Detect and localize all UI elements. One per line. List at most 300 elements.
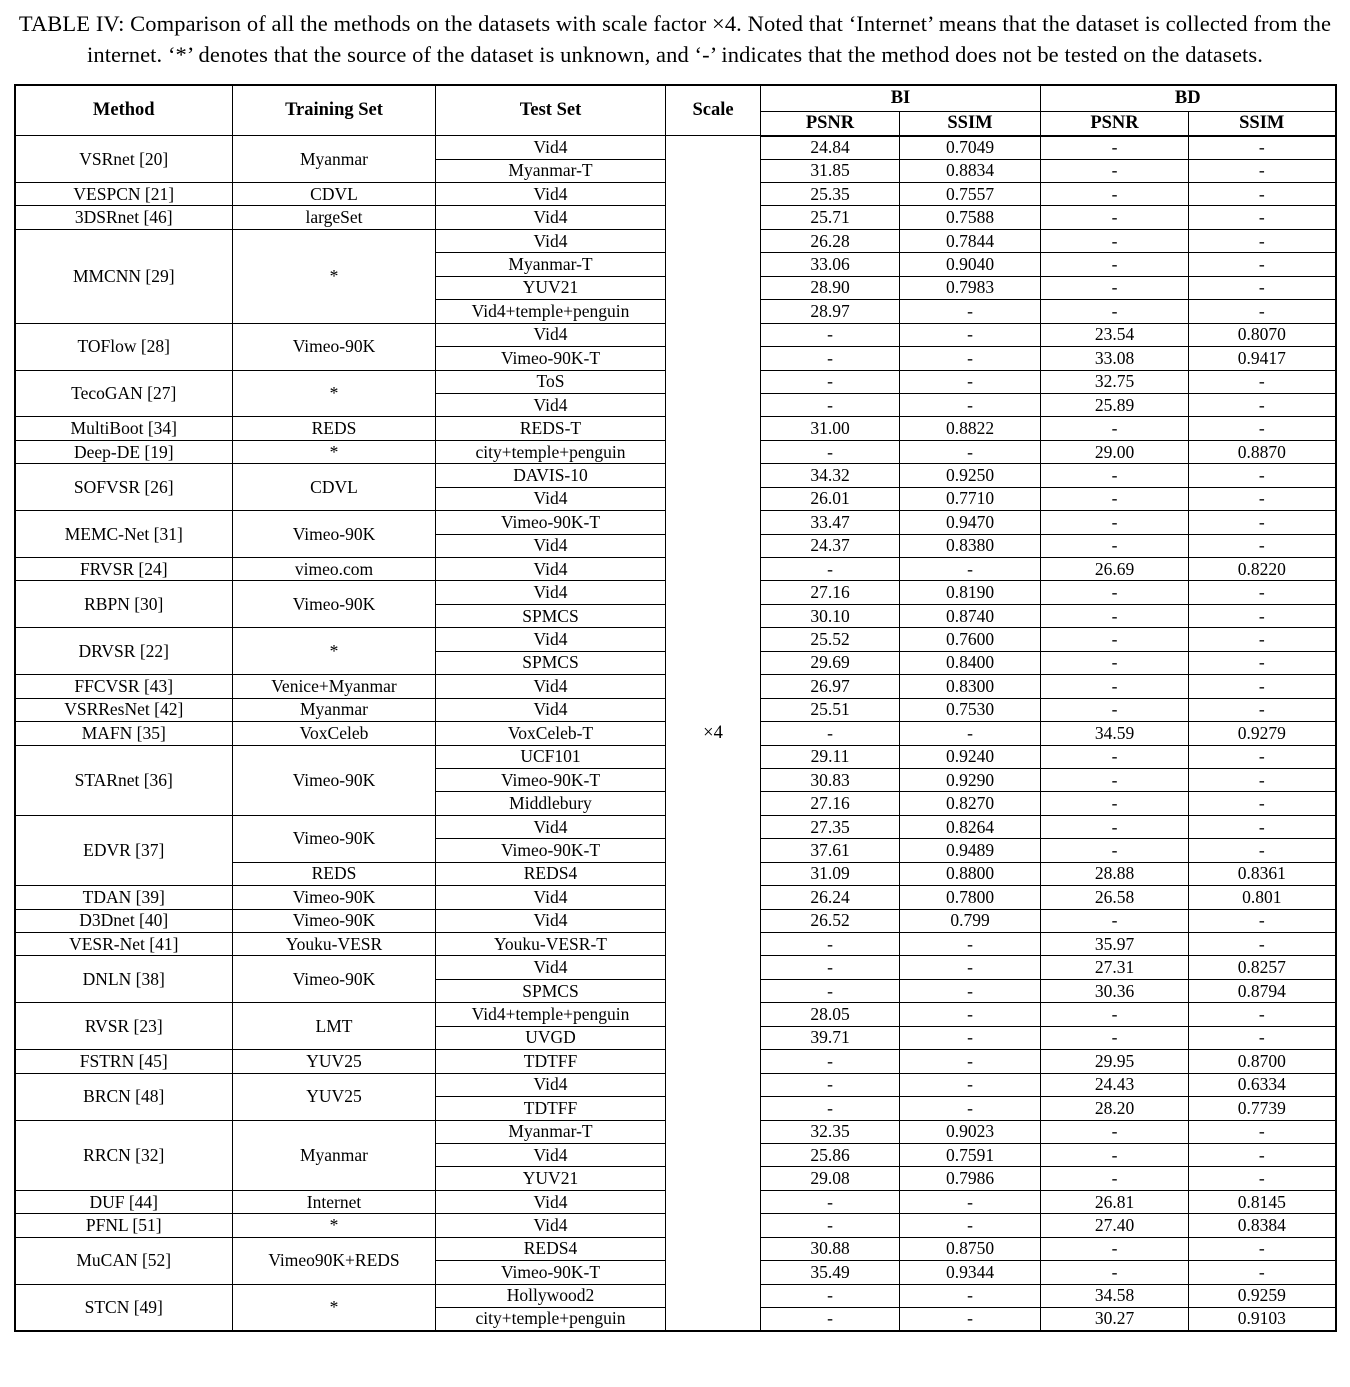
test-cell: Vid4 xyxy=(436,229,666,252)
bd-ssim-cell: - xyxy=(1189,1261,1336,1284)
training-cell: VoxCeleb xyxy=(233,722,436,745)
training-cell: * xyxy=(233,229,436,323)
training-cell: LMT xyxy=(233,1003,436,1050)
method-cell: MuCAN [52] xyxy=(15,1237,233,1284)
bi-ssim-cell: 0.9250 xyxy=(900,464,1041,487)
header-bd: BD xyxy=(1041,85,1336,112)
bd-psnr-cell: - xyxy=(1041,1167,1189,1190)
test-cell: Vid4 xyxy=(436,534,666,557)
bi-psnr-cell: 32.35 xyxy=(761,1120,900,1143)
bi-psnr-cell: 28.05 xyxy=(761,1003,900,1026)
bd-ssim-cell: - xyxy=(1189,393,1336,416)
header-bi-psnr: PSNR xyxy=(761,112,900,136)
bi-psnr-cell: 31.00 xyxy=(761,417,900,440)
bi-psnr-cell: 31.09 xyxy=(761,862,900,885)
bi-psnr-cell: 25.52 xyxy=(761,628,900,651)
test-cell: Vid4 xyxy=(436,698,666,721)
training-cell: Venice+Myanmar xyxy=(233,675,436,698)
test-cell: Vid4 xyxy=(436,206,666,229)
training-cell: Vimeo-90K xyxy=(233,581,436,628)
bd-ssim-cell: - xyxy=(1189,675,1336,698)
bi-psnr-cell: 30.88 xyxy=(761,1237,900,1260)
training-cell: Vimeo-90K xyxy=(233,745,436,815)
test-cell: Vid4+temple+penguin xyxy=(436,300,666,323)
header-method: Method xyxy=(15,85,233,136)
bi-ssim-cell: - xyxy=(900,323,1041,346)
bd-psnr-cell: 34.59 xyxy=(1041,722,1189,745)
bd-ssim-cell: 0.8384 xyxy=(1189,1214,1336,1237)
table-header xyxy=(15,85,1336,136)
method-cell: EDVR [37] xyxy=(15,815,233,885)
bi-ssim-cell: - xyxy=(900,347,1041,370)
bd-psnr-cell: - xyxy=(1041,300,1189,323)
bd-ssim-cell: - xyxy=(1189,511,1336,534)
bi-ssim-cell: 0.9023 xyxy=(900,1120,1041,1143)
bi-psnr-cell: 25.86 xyxy=(761,1143,900,1166)
bd-ssim-cell: - xyxy=(1189,768,1336,791)
test-cell: Vimeo-90K-T xyxy=(436,347,666,370)
bi-psnr-cell: 26.97 xyxy=(761,675,900,698)
training-cell: vimeo.com xyxy=(233,558,436,581)
bd-ssim-cell: - xyxy=(1189,815,1336,838)
bi-psnr-cell: 27.16 xyxy=(761,792,900,815)
bd-psnr-cell: 34.58 xyxy=(1041,1284,1189,1307)
test-cell: Vid4 xyxy=(436,909,666,932)
test-cell: UCF101 xyxy=(436,745,666,768)
method-cell: Deep-DE [19] xyxy=(15,440,233,463)
bd-psnr-cell: - xyxy=(1041,1026,1189,1049)
bd-psnr-cell: - xyxy=(1041,159,1189,182)
bi-ssim-cell: 0.8750 xyxy=(900,1237,1041,1260)
bd-psnr-cell: - xyxy=(1041,604,1189,627)
bd-ssim-cell: 0.9417 xyxy=(1189,347,1336,370)
bi-ssim-cell: 0.9240 xyxy=(900,745,1041,768)
test-cell: REDS-T xyxy=(436,417,666,440)
method-cell: VESR-Net [41] xyxy=(15,933,233,956)
training-cell: largeSet xyxy=(233,206,436,229)
bd-psnr-cell: 26.81 xyxy=(1041,1190,1189,1213)
bd-ssim-cell: - xyxy=(1189,464,1336,487)
bd-ssim-cell: - xyxy=(1189,159,1336,182)
test-cell: DAVIS-10 xyxy=(436,464,666,487)
bd-ssim-cell: - xyxy=(1189,839,1336,862)
bd-ssim-cell: - xyxy=(1189,909,1336,932)
training-cell: Vimeo-90K xyxy=(233,815,436,862)
bd-psnr-cell: - xyxy=(1041,745,1189,768)
test-cell: SPMCS xyxy=(436,651,666,674)
test-cell: Vimeo-90K-T xyxy=(436,1261,666,1284)
bi-psnr-cell: 24.37 xyxy=(761,534,900,557)
bd-psnr-cell: 32.75 xyxy=(1041,370,1189,393)
test-cell: Vid4 xyxy=(436,815,666,838)
test-cell: SPMCS xyxy=(436,604,666,627)
bi-ssim-cell: 0.8400 xyxy=(900,651,1041,674)
bi-ssim-cell: 0.8822 xyxy=(900,417,1041,440)
bi-psnr-cell: 26.28 xyxy=(761,229,900,252)
test-cell: Vid4 xyxy=(436,183,666,206)
bd-ssim-cell: 0.8870 xyxy=(1189,440,1336,463)
bi-psnr-cell: 25.71 xyxy=(761,206,900,229)
bi-psnr-cell: 33.47 xyxy=(761,511,900,534)
header-training-set: Training Set xyxy=(233,85,436,136)
method-cell: MMCNN [29] xyxy=(15,229,233,323)
bd-psnr-cell: - xyxy=(1041,1261,1189,1284)
table-row xyxy=(15,136,1336,159)
method-cell: DUF [44] xyxy=(15,1190,233,1213)
training-cell: Youku-VESR xyxy=(233,933,436,956)
bd-psnr-cell: - xyxy=(1041,183,1189,206)
test-cell: Vimeo-90K-T xyxy=(436,511,666,534)
bd-ssim-cell: 0.8145 xyxy=(1189,1190,1336,1213)
bi-psnr-cell: - xyxy=(761,722,900,745)
training-cell: * xyxy=(233,370,436,417)
bi-psnr-cell: - xyxy=(761,393,900,416)
test-cell: TDTFF xyxy=(436,1097,666,1120)
training-cell: Vimeo-90K xyxy=(233,909,436,932)
test-cell: ToS xyxy=(436,370,666,393)
training-cell: REDS xyxy=(233,417,436,440)
bi-ssim-cell: 0.7530 xyxy=(900,698,1041,721)
bi-psnr-cell: 29.69 xyxy=(761,651,900,674)
training-cell: * xyxy=(233,1284,436,1331)
bi-ssim-cell: - xyxy=(900,558,1041,581)
bi-ssim-cell: - xyxy=(900,1214,1041,1237)
bd-ssim-cell: - xyxy=(1189,1143,1336,1166)
method-cell: DRVSR [22] xyxy=(15,628,233,675)
training-cell: CDVL xyxy=(233,183,436,206)
test-cell: city+temple+penguin xyxy=(436,1308,666,1331)
bd-psnr-cell: 27.31 xyxy=(1041,956,1189,979)
bi-psnr-cell: 28.90 xyxy=(761,276,900,299)
bi-psnr-cell: - xyxy=(761,956,900,979)
test-cell: YUV21 xyxy=(436,276,666,299)
bd-psnr-cell: 28.88 xyxy=(1041,862,1189,885)
method-cell: SOFVSR [26] xyxy=(15,464,233,511)
bi-psnr-cell: 26.52 xyxy=(761,909,900,932)
bi-ssim-cell: - xyxy=(900,1026,1041,1049)
training-cell: Vimeo-90K xyxy=(233,956,436,1003)
bd-ssim-cell: - xyxy=(1189,487,1336,510)
bi-psnr-cell: 37.61 xyxy=(761,839,900,862)
bi-psnr-cell: 30.83 xyxy=(761,768,900,791)
bi-psnr-cell: 27.35 xyxy=(761,815,900,838)
method-cell: BRCN [48] xyxy=(15,1073,233,1120)
training-cell: YUV25 xyxy=(233,1050,436,1073)
bi-psnr-cell: 26.01 xyxy=(761,487,900,510)
bd-ssim-cell: - xyxy=(1189,534,1336,557)
training-cell: Internet xyxy=(233,1190,436,1213)
bi-psnr-cell: - xyxy=(761,558,900,581)
bi-psnr-cell: 24.84 xyxy=(761,136,900,159)
bi-ssim-cell: 0.9470 xyxy=(900,511,1041,534)
bd-psnr-cell: 28.20 xyxy=(1041,1097,1189,1120)
test-cell: REDS4 xyxy=(436,862,666,885)
method-cell: VESPCN [21] xyxy=(15,183,233,206)
test-cell: Vid4 xyxy=(436,1214,666,1237)
method-cell: RVSR [23] xyxy=(15,1003,233,1050)
test-cell: Myanmar-T xyxy=(436,159,666,182)
bd-psnr-cell: - xyxy=(1041,815,1189,838)
training-cell: Vimeo90K+REDS xyxy=(233,1237,436,1284)
test-cell: Myanmar-T xyxy=(436,1120,666,1143)
bd-ssim-cell: 0.8700 xyxy=(1189,1050,1336,1073)
bd-psnr-cell: - xyxy=(1041,909,1189,932)
bd-psnr-cell: - xyxy=(1041,253,1189,276)
bd-psnr-cell: 24.43 xyxy=(1041,1073,1189,1096)
method-cell: STCN [49] xyxy=(15,1284,233,1331)
bd-ssim-cell: 0.9259 xyxy=(1189,1284,1336,1307)
bd-ssim-cell: - xyxy=(1189,1237,1336,1260)
training-cell: * xyxy=(233,440,436,463)
bd-psnr-cell: 30.36 xyxy=(1041,979,1189,1002)
bi-psnr-cell: - xyxy=(761,933,900,956)
method-cell: TecoGAN [27] xyxy=(15,370,233,417)
bd-psnr-cell: - xyxy=(1041,1003,1189,1026)
header-test-set: Test Set xyxy=(436,85,666,136)
method-cell: 3DSRnet [46] xyxy=(15,206,233,229)
method-cell: FSTRN [45] xyxy=(15,1050,233,1073)
bi-ssim-cell: - xyxy=(900,956,1041,979)
bd-psnr-cell: - xyxy=(1041,651,1189,674)
test-cell: Vid4 xyxy=(436,136,666,159)
header-bi: BI xyxy=(761,85,1041,112)
bd-ssim-cell: - xyxy=(1189,300,1336,323)
bi-ssim-cell: 0.7800 xyxy=(900,886,1041,909)
header-bd-psnr: PSNR xyxy=(1041,112,1189,136)
bd-psnr-cell: - xyxy=(1041,206,1189,229)
bd-psnr-cell: - xyxy=(1041,1143,1189,1166)
test-cell: Middlebury xyxy=(436,792,666,815)
bd-ssim-cell: 0.801 xyxy=(1189,886,1336,909)
table-body xyxy=(15,136,1336,1331)
test-cell: Vimeo-90K-T xyxy=(436,839,666,862)
bi-ssim-cell: 0.7710 xyxy=(900,487,1041,510)
bd-psnr-cell: - xyxy=(1041,417,1189,440)
training-cell: * xyxy=(233,1214,436,1237)
bd-psnr-cell: - xyxy=(1041,839,1189,862)
bi-ssim-cell: 0.7844 xyxy=(900,229,1041,252)
bd-psnr-cell: - xyxy=(1041,628,1189,651)
bi-psnr-cell: 27.16 xyxy=(761,581,900,604)
bi-psnr-cell: 35.49 xyxy=(761,1261,900,1284)
bd-ssim-cell: - xyxy=(1189,1003,1336,1026)
method-cell: FRVSR [24] xyxy=(15,558,233,581)
bi-psnr-cell: - xyxy=(761,347,900,370)
bi-ssim-cell: 0.7600 xyxy=(900,628,1041,651)
method-cell: STARnet [36] xyxy=(15,745,233,815)
bi-ssim-cell: 0.7049 xyxy=(900,136,1041,159)
bd-psnr-cell: - xyxy=(1041,792,1189,815)
method-cell: D3Dnet [40] xyxy=(15,909,233,932)
bd-psnr-cell: - xyxy=(1041,1120,1189,1143)
bi-psnr-cell: - xyxy=(761,1284,900,1307)
test-cell: city+temple+penguin xyxy=(436,440,666,463)
test-cell: Vid4+temple+penguin xyxy=(436,1003,666,1026)
bd-ssim-cell: 0.8257 xyxy=(1189,956,1336,979)
test-cell: Vid4 xyxy=(436,581,666,604)
training-cell: Vimeo-90K xyxy=(233,511,436,558)
test-cell: Youku-VESR-T xyxy=(436,933,666,956)
comparison-table xyxy=(14,84,1337,1332)
test-cell: Vid4 xyxy=(436,487,666,510)
bd-ssim-cell: - xyxy=(1189,206,1336,229)
test-cell: Vid4 xyxy=(436,558,666,581)
bd-ssim-cell: 0.6334 xyxy=(1189,1073,1336,1096)
bi-psnr-cell: - xyxy=(761,1190,900,1213)
bd-ssim-cell: - xyxy=(1189,1120,1336,1143)
bd-psnr-cell: 27.40 xyxy=(1041,1214,1189,1237)
training-cell: Myanmar xyxy=(233,698,436,721)
bi-psnr-cell: 26.24 xyxy=(761,886,900,909)
bi-ssim-cell: 0.799 xyxy=(900,909,1041,932)
bd-ssim-cell: 0.8794 xyxy=(1189,979,1336,1002)
test-cell: REDS4 xyxy=(436,1237,666,1260)
bd-ssim-cell: - xyxy=(1189,417,1336,440)
bi-ssim-cell: 0.8834 xyxy=(900,159,1041,182)
method-cell: MAFN [35] xyxy=(15,722,233,745)
bi-ssim-cell: - xyxy=(900,1284,1041,1307)
test-cell: Vid4 xyxy=(436,628,666,651)
bi-ssim-cell: - xyxy=(900,1190,1041,1213)
bd-ssim-cell: - xyxy=(1189,628,1336,651)
test-cell: Hollywood2 xyxy=(436,1284,666,1307)
bi-ssim-cell: 0.7557 xyxy=(900,183,1041,206)
bi-ssim-cell: 0.8300 xyxy=(900,675,1041,698)
bd-psnr-cell: - xyxy=(1041,511,1189,534)
test-cell: Vid4 xyxy=(436,1073,666,1096)
bd-psnr-cell: - xyxy=(1041,581,1189,604)
header-row-top xyxy=(15,85,1336,112)
method-cell: PFNL [51] xyxy=(15,1214,233,1237)
test-cell: Vid4 xyxy=(436,675,666,698)
test-cell: Vid4 xyxy=(436,1190,666,1213)
method-cell: TOFlow [28] xyxy=(15,323,233,370)
bd-ssim-cell: 0.8361 xyxy=(1189,862,1336,885)
bd-ssim-cell: 0.9103 xyxy=(1189,1308,1336,1331)
bi-psnr-cell: 30.10 xyxy=(761,604,900,627)
bi-ssim-cell: 0.9489 xyxy=(900,839,1041,862)
test-cell: Vimeo-90K-T xyxy=(436,768,666,791)
bd-ssim-cell: - xyxy=(1189,183,1336,206)
header-bi-ssim: SSIM xyxy=(900,112,1041,136)
bd-ssim-cell: - xyxy=(1189,604,1336,627)
bd-psnr-cell: - xyxy=(1041,136,1189,159)
table-caption: TABLE IV: Comparison of all the methods on the datasets with scale factor ×4. Noted that ‘Internet’ means that the dataset is collected from the internet. ‘*’ denotes that the source of the dataset is unknown, and ‘-’ indicates that the method does not be tested on the datasets. xyxy=(18,11,1332,67)
bi-ssim-cell: 0.9344 xyxy=(900,1261,1041,1284)
bd-psnr-cell: - xyxy=(1041,768,1189,791)
bi-ssim-cell: - xyxy=(900,979,1041,1002)
test-cell: SPMCS xyxy=(436,979,666,1002)
bi-ssim-cell: - xyxy=(900,1073,1041,1096)
bd-psnr-cell: 29.95 xyxy=(1041,1050,1189,1073)
test-cell: Myanmar-T xyxy=(436,253,666,276)
test-cell: UVGD xyxy=(436,1026,666,1049)
bi-psnr-cell: 34.32 xyxy=(761,464,900,487)
bd-psnr-cell: 30.27 xyxy=(1041,1308,1189,1331)
bi-psnr-cell: - xyxy=(761,1308,900,1331)
bi-psnr-cell: - xyxy=(761,440,900,463)
method-cell: DNLN [38] xyxy=(15,956,233,1003)
bd-ssim-cell: - xyxy=(1189,651,1336,674)
header-scale: Scale xyxy=(666,85,761,136)
bd-ssim-cell: - xyxy=(1189,745,1336,768)
bi-ssim-cell: 0.7986 xyxy=(900,1167,1041,1190)
training-cell: * xyxy=(233,628,436,675)
bd-ssim-cell: - xyxy=(1189,229,1336,252)
bd-ssim-cell: 0.9279 xyxy=(1189,722,1336,745)
bd-psnr-cell: - xyxy=(1041,534,1189,557)
bd-psnr-cell: 26.58 xyxy=(1041,886,1189,909)
bd-psnr-cell: - xyxy=(1041,229,1189,252)
bi-ssim-cell: - xyxy=(900,440,1041,463)
bd-ssim-cell: - xyxy=(1189,276,1336,299)
bi-psnr-cell: 25.51 xyxy=(761,698,900,721)
method-cell: MultiBoot [34] xyxy=(15,417,233,440)
bi-psnr-cell: - xyxy=(761,1214,900,1237)
training-cell: Vimeo-90K xyxy=(233,323,436,370)
bi-ssim-cell: - xyxy=(900,1050,1041,1073)
bi-ssim-cell: - xyxy=(900,370,1041,393)
bi-ssim-cell: 0.8190 xyxy=(900,581,1041,604)
bd-psnr-cell: 23.54 xyxy=(1041,323,1189,346)
bi-ssim-cell: - xyxy=(900,933,1041,956)
bi-ssim-cell: 0.7591 xyxy=(900,1143,1041,1166)
method-cell: VSRResNet [42] xyxy=(15,698,233,721)
test-cell: YUV21 xyxy=(436,1167,666,1190)
training-cell: Myanmar xyxy=(233,1120,436,1190)
bd-ssim-cell: 0.8070 xyxy=(1189,323,1336,346)
test-cell: Vid4 xyxy=(436,393,666,416)
bi-psnr-cell: - xyxy=(761,323,900,346)
bd-ssim-cell: - xyxy=(1189,253,1336,276)
bi-psnr-cell: - xyxy=(761,370,900,393)
bi-psnr-cell: 25.35 xyxy=(761,183,900,206)
bd-ssim-cell: - xyxy=(1189,136,1336,159)
bi-psnr-cell: 29.11 xyxy=(761,745,900,768)
bi-ssim-cell: 0.7983 xyxy=(900,276,1041,299)
bi-ssim-cell: 0.9290 xyxy=(900,768,1041,791)
scale-cell: ×4 xyxy=(666,136,761,1331)
method-cell: TDAN [39] xyxy=(15,886,233,909)
bd-psnr-cell: - xyxy=(1041,464,1189,487)
method-cell: VSRnet [20] xyxy=(15,136,233,183)
bi-psnr-cell: - xyxy=(761,1097,900,1120)
training-cell: Vimeo-90K xyxy=(233,886,436,909)
bd-ssim-cell: 0.8220 xyxy=(1189,558,1336,581)
bi-ssim-cell: - xyxy=(900,300,1041,323)
bi-ssim-cell: - xyxy=(900,1308,1041,1331)
bi-ssim-cell: - xyxy=(900,722,1041,745)
method-cell: RRCN [32] xyxy=(15,1120,233,1190)
training-cell: YUV25 xyxy=(233,1073,436,1120)
header-bd-ssim: SSIM xyxy=(1189,112,1336,136)
bi-psnr-cell: 39.71 xyxy=(761,1026,900,1049)
bd-ssim-cell: - xyxy=(1189,698,1336,721)
bi-ssim-cell: - xyxy=(900,393,1041,416)
bi-psnr-cell: - xyxy=(761,979,900,1002)
bd-ssim-cell: - xyxy=(1189,1026,1336,1049)
test-cell: Vid4 xyxy=(436,1143,666,1166)
bi-ssim-cell: 0.7588 xyxy=(900,206,1041,229)
method-cell: FFCVSR [43] xyxy=(15,675,233,698)
bd-ssim-cell: - xyxy=(1189,792,1336,815)
bd-ssim-cell: - xyxy=(1189,1167,1336,1190)
test-cell: VoxCeleb-T xyxy=(436,722,666,745)
bi-ssim-cell: - xyxy=(900,1097,1041,1120)
bi-psnr-cell: 28.97 xyxy=(761,300,900,323)
bi-ssim-cell: 0.9040 xyxy=(900,253,1041,276)
training-cell: Myanmar xyxy=(233,136,436,183)
